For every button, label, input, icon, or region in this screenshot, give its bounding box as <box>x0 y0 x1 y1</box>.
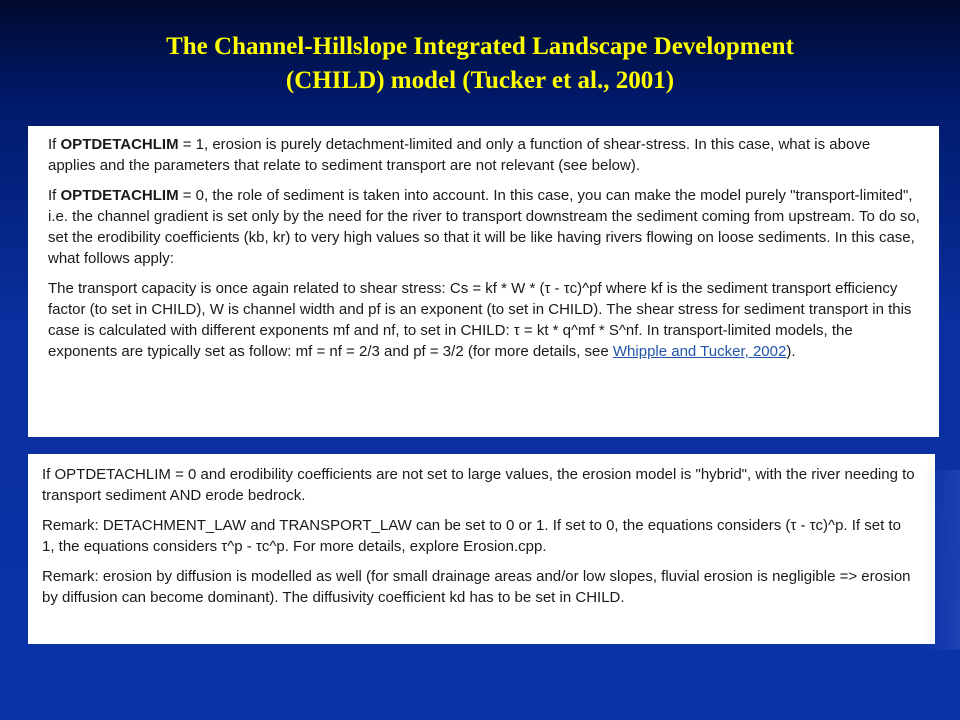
paragraph-remark-diffusion: Remark: erosion by diffusion is modelled as well (for small drainage areas and/or low slopes, fluvial erosion is negligible => erosion by diffusion can become dominant). The diffusivity coefficient kd has to be set in CHILD. <box>42 568 911 606</box>
paragraph-body: The transport capacity is once again related to shear stress: Cs = kf * W * (τ - τc)^pf where kf is the sediment transport efficiency factor (to set in CHILD), W is channel width and pf is an exponent (to set in CHILD). The shear stress for sediment transport in this case is calculated with different exponents mf and nf, to set in CHILD: τ = kt * q^mf * S^nf. In transport-limited models, the exponents are typically set as follow: mf = nf = 2/3 and pf = 3/2 (for more details, see <box>48 280 912 360</box>
paragraph-remark-laws: Remark: DETACHMENT_LAW and TRANSPORT_LAW can be set to 0 or 1. If set to 0, the equations considers (τ - τc)^p. If set to 1, the equations considers τ^p - τc^p. For more details, explore Erosion.cpp. <box>42 517 901 555</box>
keyword-optdetachlim: OPTDETACHLIM <box>60 187 179 204</box>
paragraph-prefix: If <box>48 136 61 153</box>
slide-title <box>0 30 960 98</box>
title-line-2: (CHILD) model (Tucker et al., 2001) <box>285 67 675 94</box>
paragraph-hybrid-model: If OPTDETACHLIM = 0 and erodibility coefficients are not set to large values, the erosion model is "hybrid", with the river needing to transport sediment AND erode bedrock. <box>42 466 915 504</box>
excerpt-panel-bottom <box>28 454 935 644</box>
paragraph-transport-limited <box>48 185 921 269</box>
paragraph-suffix: ). <box>786 343 796 360</box>
background-decoration <box>920 470 960 650</box>
paragraph-body: = 0, the role of sediment is taken into account. In this case, you can make the model purely "transport-limited", i.e. the channel gradient is set only by the need for the river to transport downstream the sediment coming from upstream. To do so, set the erodibility coefficients (kb, kr) to very high values so that it will be like having rivers flowing on loose sediments. In this case, what follows apply: <box>48 187 920 267</box>
reference-link-whipple-tucker[interactable]: Whipple and Tucker, 2002 <box>612 343 787 360</box>
paragraph-detachment-limited <box>48 134 921 176</box>
excerpt-panel-top <box>28 126 939 437</box>
keyword-optdetachlim: OPTDETACHLIM <box>60 136 179 153</box>
paragraph-body: = 1, erosion is purely detachment-limited and only a function of shear-stress. In this case, what is above applies and the parameters that relate to sediment transport are not relevant (see below). <box>48 136 871 174</box>
paragraph-prefix: If <box>48 187 61 204</box>
paragraph-transport-capacity <box>48 278 921 362</box>
title-line-1: The Channel-Hillslope Integrated Landscape Development <box>166 33 794 60</box>
